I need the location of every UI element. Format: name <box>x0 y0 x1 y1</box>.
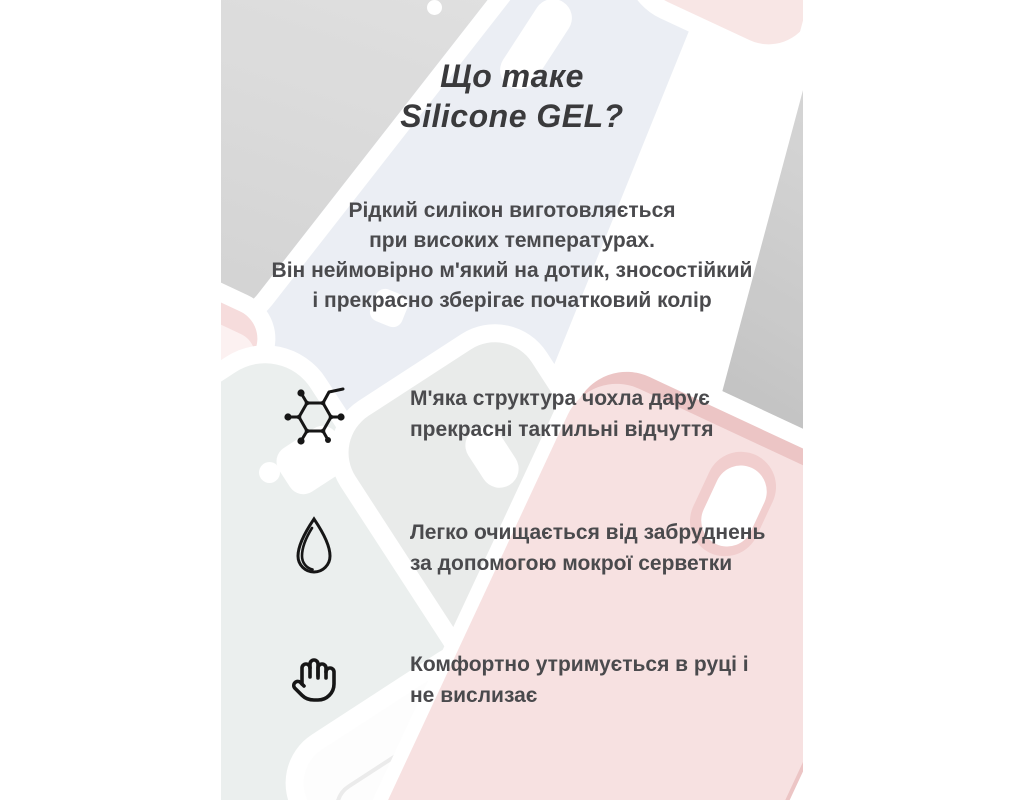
intro-line: при високих температурах. <box>369 229 655 252</box>
feature-row-soft-structure <box>279 374 793 454</box>
feature-line: Комфортно утримується в руці і <box>410 653 749 676</box>
feature-line: М'яка структура чохла дарує <box>410 387 710 410</box>
intro-line: і прекрасно зберігає початковий колір <box>312 289 712 312</box>
feature-text <box>410 383 714 445</box>
feature-row-easy-clean <box>279 512 793 584</box>
feature-row-good-grip <box>279 646 793 714</box>
title-line: Silicone GEL? <box>400 98 624 134</box>
feature-line: за допомогою мокрої серветки <box>410 552 733 575</box>
intro-line: Він неймовірно м'який на дотик, зносостійкий <box>271 259 753 282</box>
infographic-poster <box>221 0 803 800</box>
water-drop-icon <box>279 514 349 582</box>
intro-line: Рідкий силікон виготовляється <box>348 199 676 222</box>
title-line: Що таке <box>440 58 584 94</box>
poster-content <box>221 0 803 800</box>
hand-icon <box>279 650 349 710</box>
feature-text <box>410 517 765 579</box>
feature-text <box>410 649 749 711</box>
feature-line: прекрасні тактильні відчуття <box>410 418 714 441</box>
molecule-icon <box>279 376 349 452</box>
feature-line: Легко очищається від забруднень <box>410 521 766 544</box>
intro-paragraph <box>221 196 803 316</box>
feature-line: не вислизає <box>410 684 538 707</box>
poster-title <box>221 56 803 136</box>
